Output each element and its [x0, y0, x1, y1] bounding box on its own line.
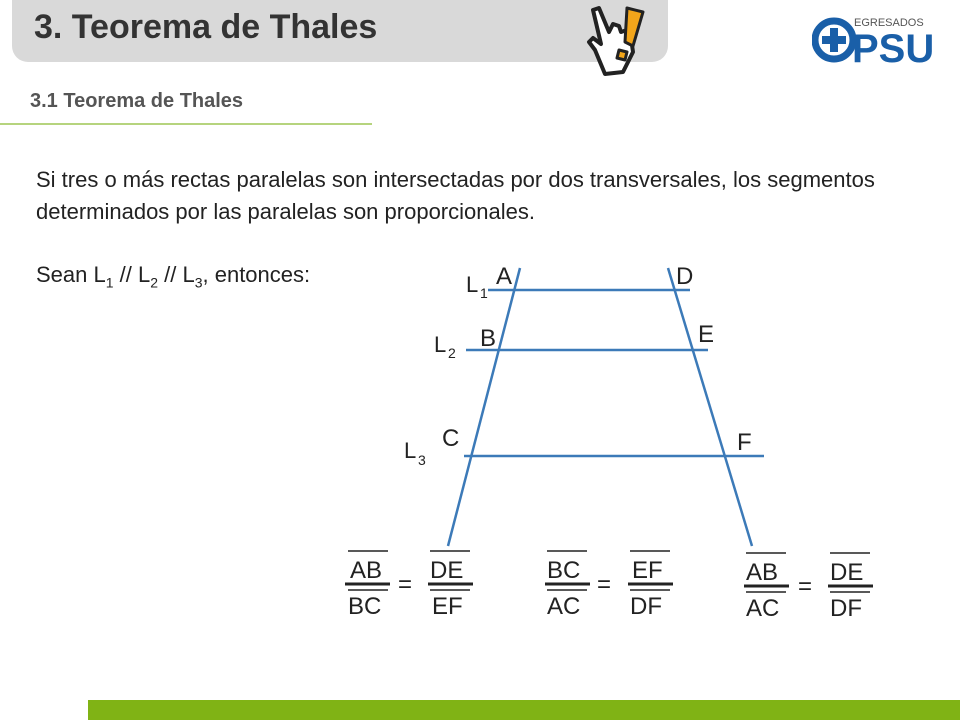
logo-main-text: PSU: [852, 27, 935, 68]
proportion-1: [345, 551, 473, 620]
proportion-2-num-left: BC: [547, 557, 581, 584]
proportion-2: [545, 551, 673, 620]
proportion-3-num-right: DE: [830, 559, 864, 586]
section-subtitle: 3.1 Teorema de Thales: [30, 90, 244, 112]
proportion-1-equals: =: [398, 571, 413, 598]
proportion-3-den-right: DF: [830, 595, 862, 622]
proportion-1-den-left: BC: [348, 593, 382, 620]
point-label-b: B: [480, 325, 497, 352]
hypothesis-sub1: 1: [105, 274, 114, 291]
hypothesis-sep1: // L: [113, 262, 151, 287]
hypothesis-prefix: Sean L: [36, 262, 106, 287]
proportion-3-num-left: AB: [746, 559, 779, 586]
logo-small-text: EGRESADOS: [854, 17, 924, 29]
hypothesis-sub2: 2: [150, 274, 159, 291]
point-label-a: A: [496, 263, 513, 290]
line-sub-l2: 2: [448, 345, 456, 361]
hypothesis-suffix: , entonces:: [202, 262, 311, 287]
proportion-2-den-right: DF: [630, 593, 662, 620]
proportion-1-den-right: EF: [432, 593, 463, 620]
page-title: 3. Teorema de Thales: [34, 8, 378, 46]
proportion-2-den-left: AC: [547, 593, 581, 620]
line-sub-l1: 1: [480, 285, 488, 301]
hypothesis-sub3: 3: [194, 274, 203, 291]
line-sub-l3: 3: [418, 452, 426, 468]
line-label-l3: L: [404, 438, 417, 463]
proportion-3-den-left: AC: [746, 595, 780, 622]
transversal-right: [668, 268, 752, 546]
proportion-2-equals: =: [597, 571, 612, 598]
proportion-1-num-right: DE: [430, 557, 464, 584]
point-label-e: E: [698, 321, 715, 348]
hypothesis-sep2: // L: [158, 262, 195, 287]
footer-accent-bar: [88, 700, 960, 720]
point-label-c: C: [442, 425, 460, 452]
theorem-statement: Si tres o más rectas paralelas son intersectadas por dos transversales, los segmentos determinados por las paralelas son proporcionales.: [36, 167, 875, 224]
proportion-3: [744, 553, 873, 622]
proportion-1-num-left: AB: [350, 557, 383, 584]
point-label-f: F: [737, 429, 752, 456]
line-label-l1: L: [466, 272, 479, 297]
transversal-left: [448, 268, 520, 546]
line-label-l2: L: [434, 332, 447, 357]
point-label-d: D: [676, 263, 694, 290]
proportion-2-num-right: EF: [632, 557, 663, 584]
proportion-3-equals: =: [798, 573, 813, 600]
